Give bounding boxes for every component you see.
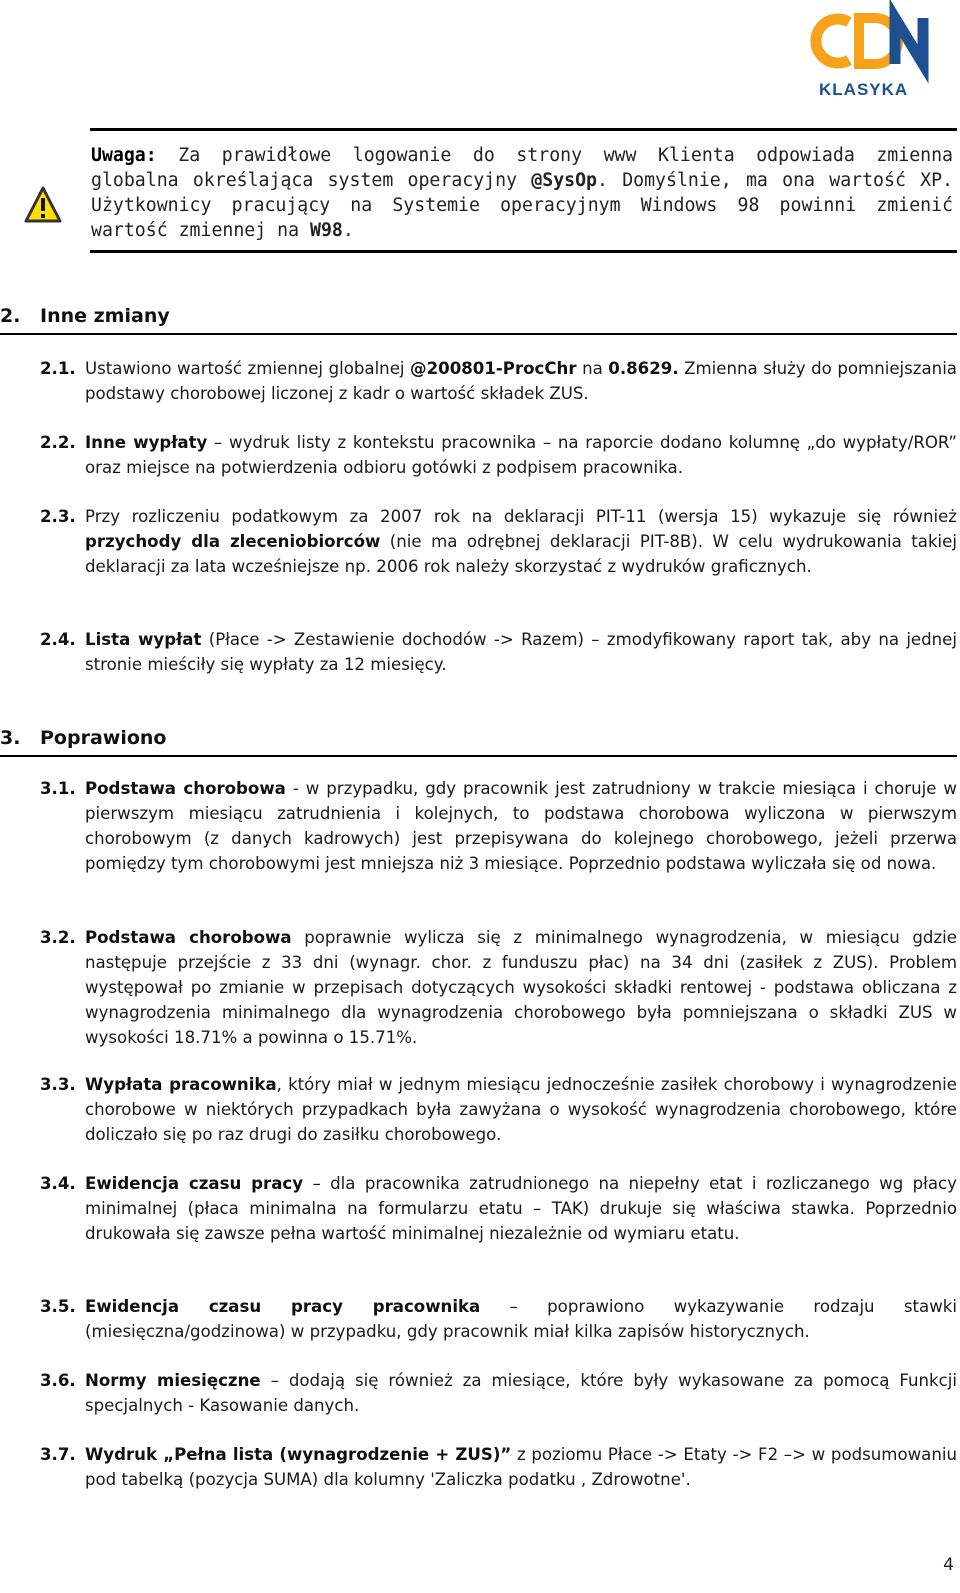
list-item-3-1: 3.1. Podstawa chorobowa - w przypadku, gdy pracownik jest zatrudniony w trakcie miesiąca i choruje w pierwszym miesiącu zatrudnienia i kolejnych, to podstawa chorobowa wyliczona w pierwszym chorobowym (z danych kadrowych) jest przepisywana do kolejnego chorobowego, jeżeli przerwa pomiędzy tym chorobowymi jest mniejsza niż 3 miesiące. Poprzednio podstawa wyliczała się od nowa. [40,779,957,873]
warning-text: Uwaga: Za prawidłowe logowanie do strony www Klienta odpowiada zmienna globalna określająca system operacyjny @SysOp. Domyślnie, ma ona wartość XP. Użytkownicy pracujący na Systemie operacyjnym Windows 98 powinni zmienić wartość zmiennej na W98. [91,145,953,241]
list-item-3-3: 3.3. Wypłata pracownika, który miał w jednym miesiącu jednocześnie zasiłek chorobowy i wynagrodzenie chorobowe w niektórych przypadkach była zawyżana o wysokość wynagrodzenia chorobowego, które doliczało się po raz drugi do zasiłku chorobowego. [40,1075,957,1144]
list-item-2-3: 2.3. Przy rozliczeniu podatkowym za 2007 rok na deklaracji PIT-11 (wersja 15) wykazuje się również przychody dla zleceniobiorców (nie ma odrębnej deklaracji PIT-8B). W celu wydrukowania takiej deklaracji za lata wcześniejsze np. 2006 rok należy skorzystać z wydruków graficznych. [40,507,957,576]
list-item-2-4: 2.4. Lista wypłat (Płace -> Zestawienie dochodów -> Razem) – zmodyfikowany raport tak, aby na jednej stronie mieściły się wypłaty za 12 miesięcy. [40,630,958,674]
list-item-2-1: 2.1. Ustawiono wartość zmiennej globalnej @200801-ProcChr na 0.8629. Zmienna służy do pomniejszania podstawy chorobowej liczonej z kadr o wartość składek ZUS. [40,359,957,403]
list-item-3-7: 3.7. Wydruk „Pełna lista (wynagrodzenie + ZUS)” z poziomu Płace -> Etaty -> F2 –> w podsumowaniu pod tabelką (pozycja SUMA) dla kolumny 'Zaliczka podatku , Zdrowotne'. [40,1445,957,1489]
section-3-heading: 3. Poprawiono [0,727,957,757]
list-item-3-2: 3.2. Podstawa chorobowa poprawnie wylicza się z minimalnego wynagrodzenia, w miesiącu gdzie następuje przejście z 33 dni (wynagr. chor. z funduszu płac) na 34 dni (zasiłek z ZUS). Problem występował po zmianie w przepisach dotyczących wysokości składki rentowej - podstawa obliczana z wynagrodzenia minimalnego dla wynagrodzenia chorobowego była pomniejszana o składki ZUS w wysokości 18.71% a powinna o 15.71%. [40,928,957,1047]
warning-label: Uwaga: [91,145,157,166]
warning-triangle-icon [24,185,62,225]
page-number: 4 [943,1555,954,1575]
section-3-title: Poprawiono [40,727,167,749]
warning-top-rule [90,128,957,131]
variable-w98: W98 [310,220,343,241]
section-2-heading: 2. Inne zmiany [0,305,957,335]
list-item-3-4: 3.4. Ewidencja czasu pracy – dla pracownika zatrudnionego na niepełny etat i rozliczanego wg płacy minimalnej (płaca minimalna na formularzu etatu – TAK) drukuje się właściwa stawka. Poprzednio drukowała się zawsze pełna wartość minimalnej niezależnie od wymiaru etatu. [40,1174,957,1243]
section-2-title: Inne zmiany [40,305,170,327]
list-item-3-6: 3.6. Normy miesięczne – dodają się również za miesiące, które były wykasowane za pomocą Funkcji specjalnych - Kasowanie danych. [40,1371,957,1415]
cdn-klasyka-logo [791,0,956,110]
variable-sysop: @SysOp [531,170,597,191]
list-item-2-2: 2.2. Inne wypłaty – wydruk listy z kontekstu pracownika – na raporcie dodano kolumnę „do wypłaty/ROR” oraz miejsce na potwierdzenia odbioru gotówki z podpisem pracownika. [40,433,957,477]
list-item-3-5: 3.5. Ewidencja czasu pracy pracownika – poprawiono wykazywanie rodzaju stawki (miesięczna/godzinowa) w przypadku, gdy pracownik miał kilka zapisów historycznych. [40,1297,957,1341]
logo-klasyka-text: KLASYKA [819,80,909,99]
warning-bottom-rule [90,250,957,253]
